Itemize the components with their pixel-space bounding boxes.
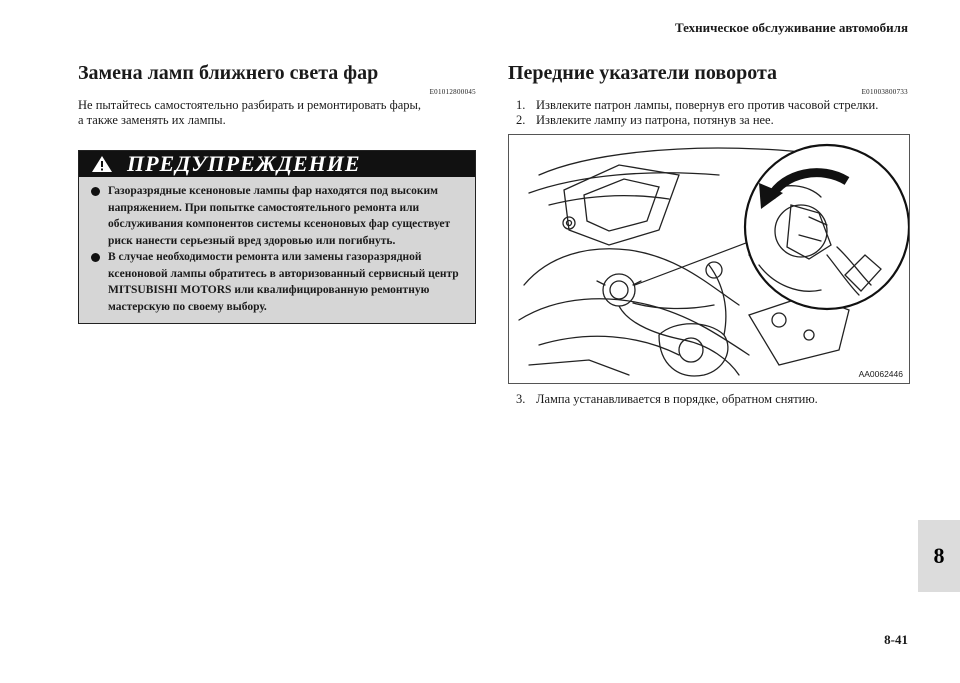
step-number: 2. bbox=[516, 113, 526, 127]
illustration-turn-signal-bulb bbox=[508, 134, 910, 384]
engine-bay-illustration bbox=[509, 135, 909, 383]
running-head: Техническое обслуживание автомобиля bbox=[674, 20, 908, 35]
step-number: 1. bbox=[516, 98, 526, 112]
step-text: Извлеките лампу из патрона, потянув за нее. bbox=[536, 113, 774, 127]
steps-list bbox=[508, 98, 908, 128]
warning-bullet-text: Газоразрядные ксеноновые лампы фар находятся под высоким напряжением. При попытке самостоятельного ремонта или обслуживания компонентов системы ксеноновых фар существует риск нанести серьезный вред здоровью или погибнуть. bbox=[108, 185, 451, 247]
step-text: Лампа устанавливается в порядке, обратном снятию. bbox=[536, 392, 818, 406]
chapter-tab: 8 bbox=[918, 520, 960, 592]
bullet-dot-icon bbox=[91, 187, 100, 196]
step-item bbox=[508, 113, 908, 128]
section-code: E01012800045 bbox=[429, 88, 476, 96]
warning-title: ПРЕДУПРЕЖДЕНИЕ bbox=[127, 151, 361, 176]
bullet-dot-icon bbox=[91, 253, 100, 262]
section-code: E01003800733 bbox=[861, 88, 908, 96]
step-item bbox=[508, 98, 908, 113]
figure-code: AA0062446 bbox=[858, 369, 903, 379]
warning-header bbox=[79, 151, 475, 177]
warning-box bbox=[78, 150, 476, 324]
right-column bbox=[508, 60, 908, 407]
warning-body bbox=[79, 177, 475, 323]
page-number: 8-41 bbox=[884, 632, 908, 647]
warning-bullet-text: В случае необходимости ремонта или замены газоразрядной ксеноновой лампы обратитесь в авторизованный сервисный центр MITSUBISHI MOTORS или квалифицированную ремонтную мастерскую по своему выбору. bbox=[108, 251, 459, 313]
section-title-turn-signals: Передние указатели поворота bbox=[508, 62, 778, 84]
step-item bbox=[508, 392, 908, 407]
step-text: Извлеките патрон лампы, повернув его против часовой стрелки. bbox=[536, 98, 879, 112]
section-title-low-beam: Замена ламп ближнего света фар bbox=[78, 62, 379, 84]
step-number: 3. bbox=[516, 392, 526, 406]
warning-bullet bbox=[91, 249, 467, 315]
intro-line-1: Не пытайтесь самостоятельно разбирать и ремонтировать фары, bbox=[78, 98, 422, 112]
warning-bullet bbox=[91, 183, 467, 249]
warning-triangle-icon bbox=[91, 155, 113, 173]
intro-line-2: а также заменять их лампы. bbox=[78, 113, 226, 127]
left-column bbox=[78, 60, 476, 324]
